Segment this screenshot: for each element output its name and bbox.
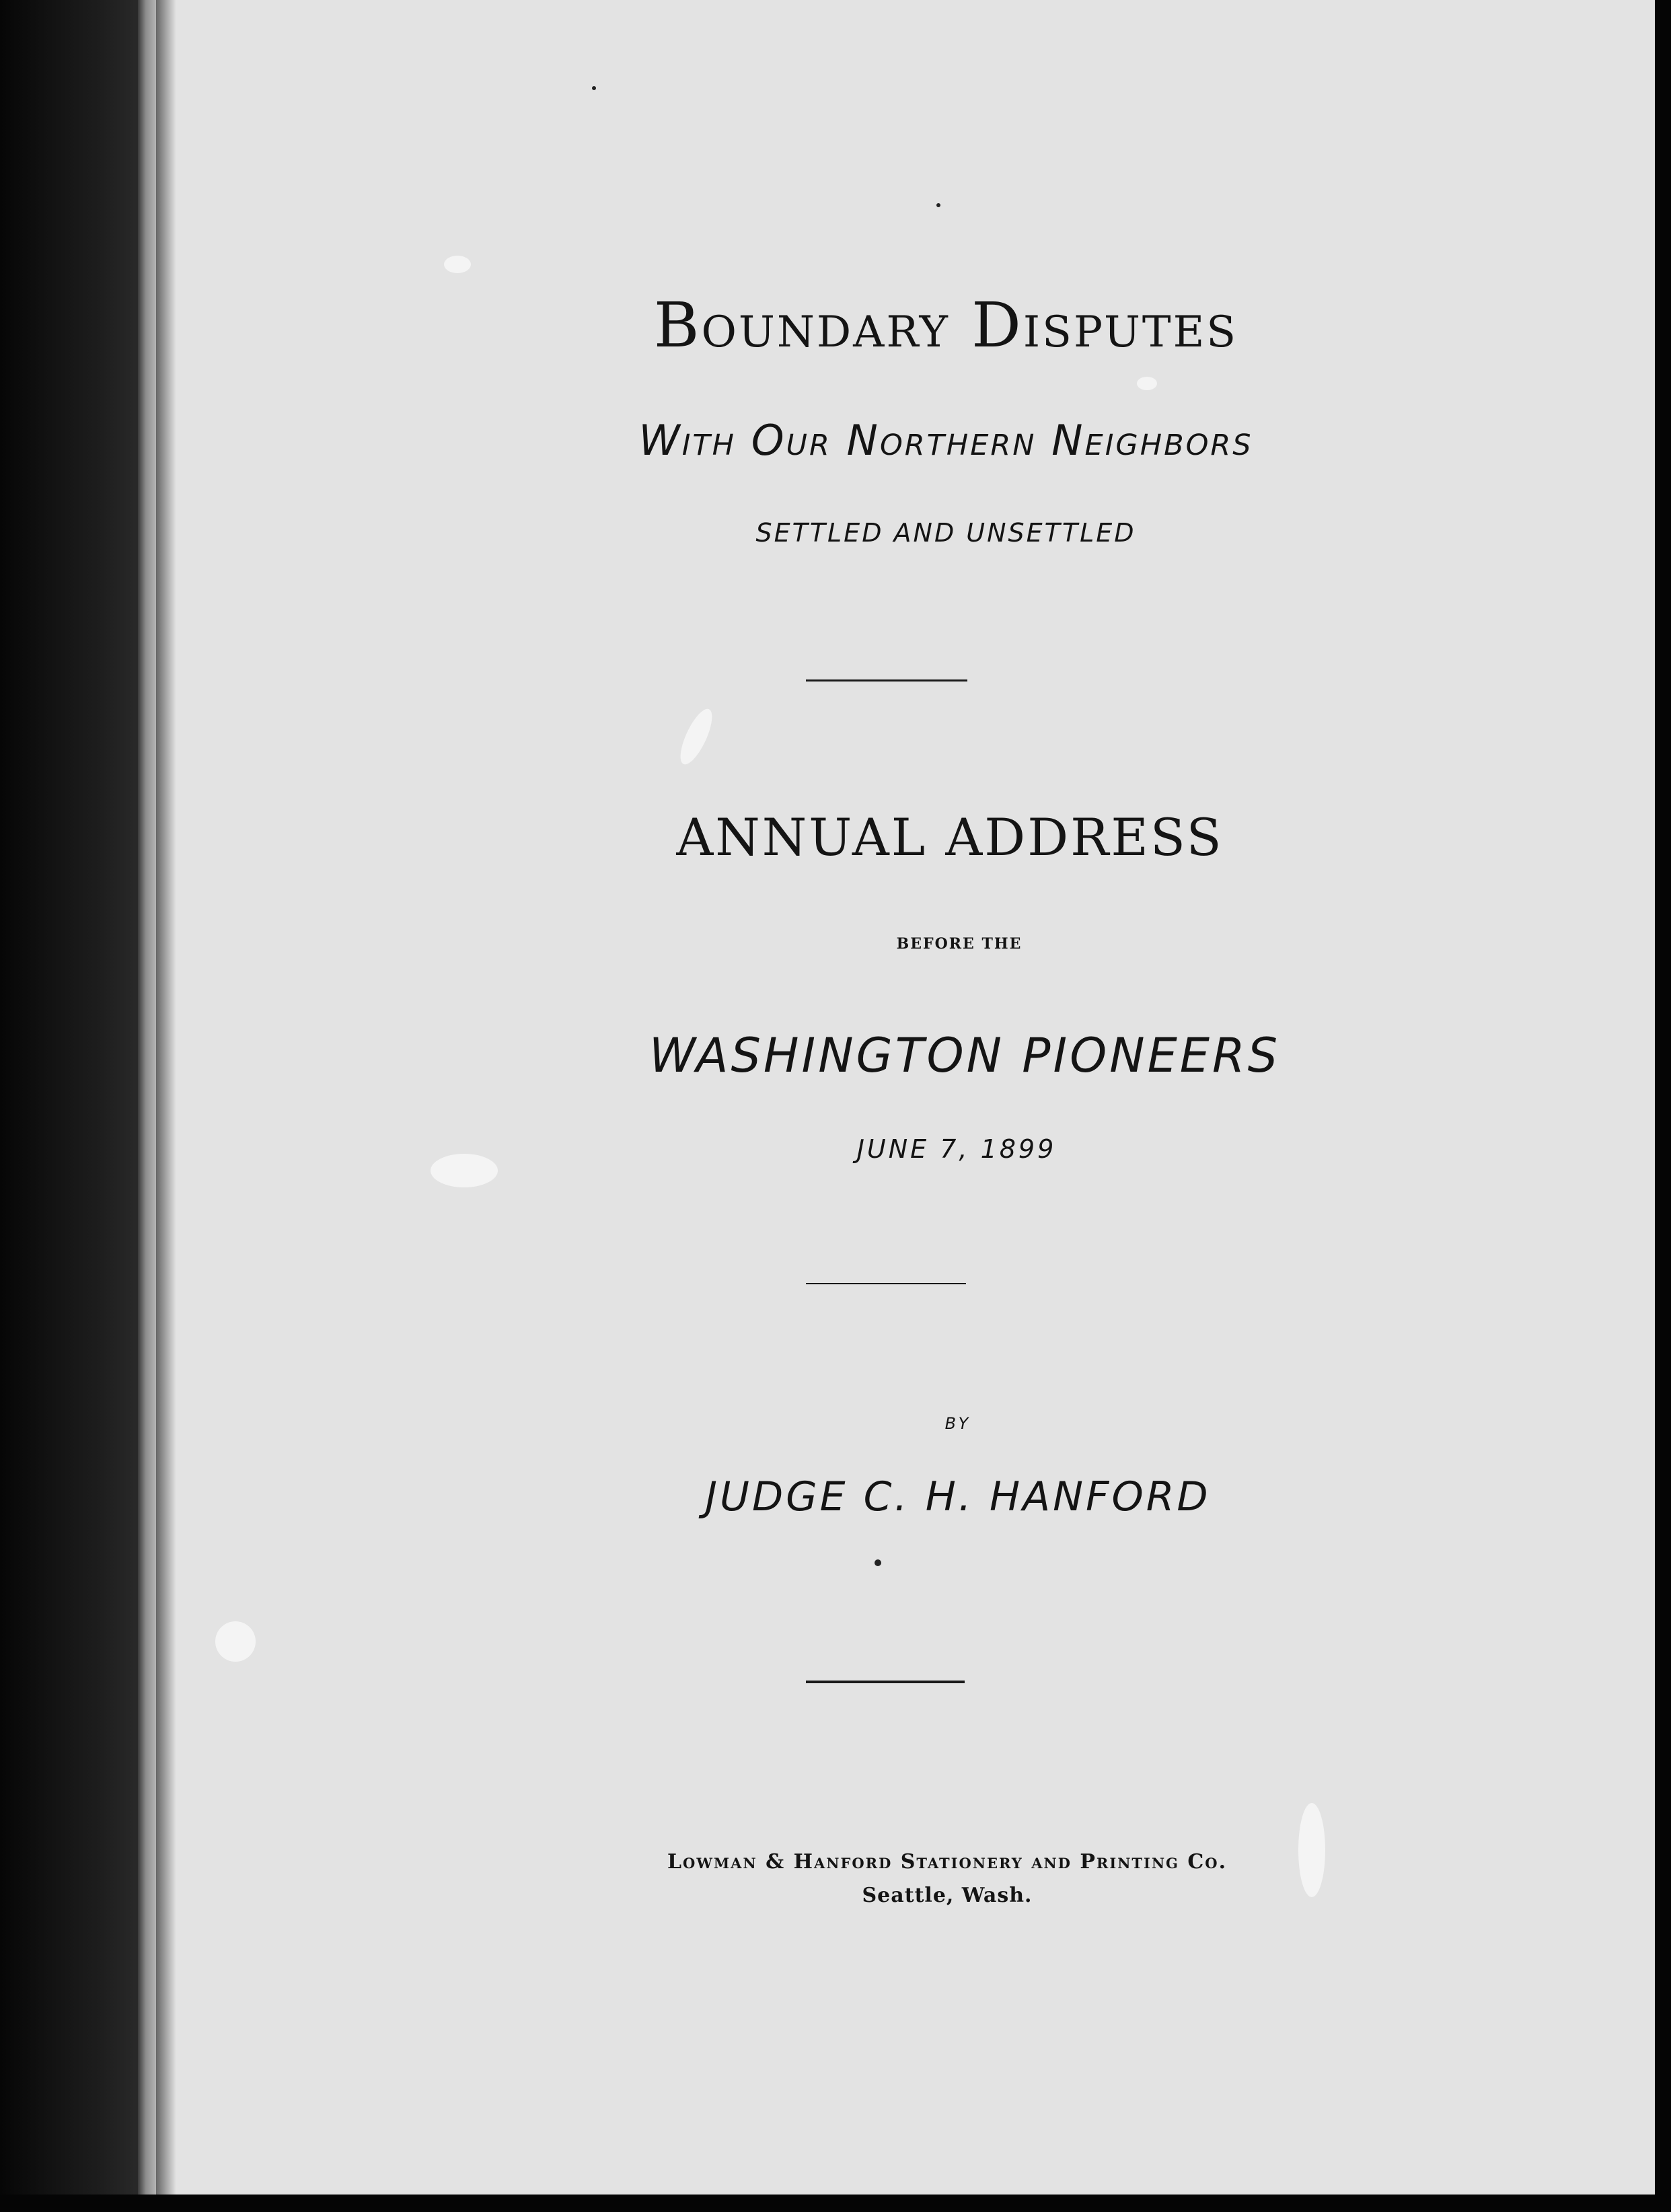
subtitle-qualifier: SETTLED AND UNSETTLED (755, 518, 1136, 548)
ink-dot (592, 86, 596, 90)
author-name: JUDGE C. H. HANFORD (705, 1473, 1211, 1520)
printer-city: Seattle, Wash. (862, 1884, 1033, 1907)
ink-dot (875, 1559, 881, 1566)
audience-name: WASHINGTON PIONEERS (648, 1028, 1281, 1083)
scan-border-right (1655, 0, 1671, 2212)
scan-border-bottom (0, 2195, 1671, 2212)
divider-rule (806, 1283, 966, 1284)
spine-edge (138, 0, 158, 2212)
address-heading: ANNUAL ADDRESS (676, 807, 1224, 867)
divider-rule (806, 679, 967, 681)
paper-blemish (444, 256, 471, 273)
ink-dot (936, 203, 940, 207)
before-the-label: BEFORE THE (896, 935, 1023, 953)
book-spine (0, 0, 141, 2212)
page-subtitle: With Our Northern Neighbors (638, 416, 1253, 465)
divider-rule (806, 1681, 965, 1683)
paper-blemish (215, 1621, 256, 1662)
address-date: JUNE 7, 1899 (856, 1134, 1057, 1164)
page-title: Boundary Disputes (653, 289, 1238, 361)
paper-blemish (1137, 377, 1157, 390)
by-label: BY (944, 1414, 971, 1433)
printer-imprint: Lowman & Hanford Stationery and Printing Co. (667, 1850, 1228, 1874)
